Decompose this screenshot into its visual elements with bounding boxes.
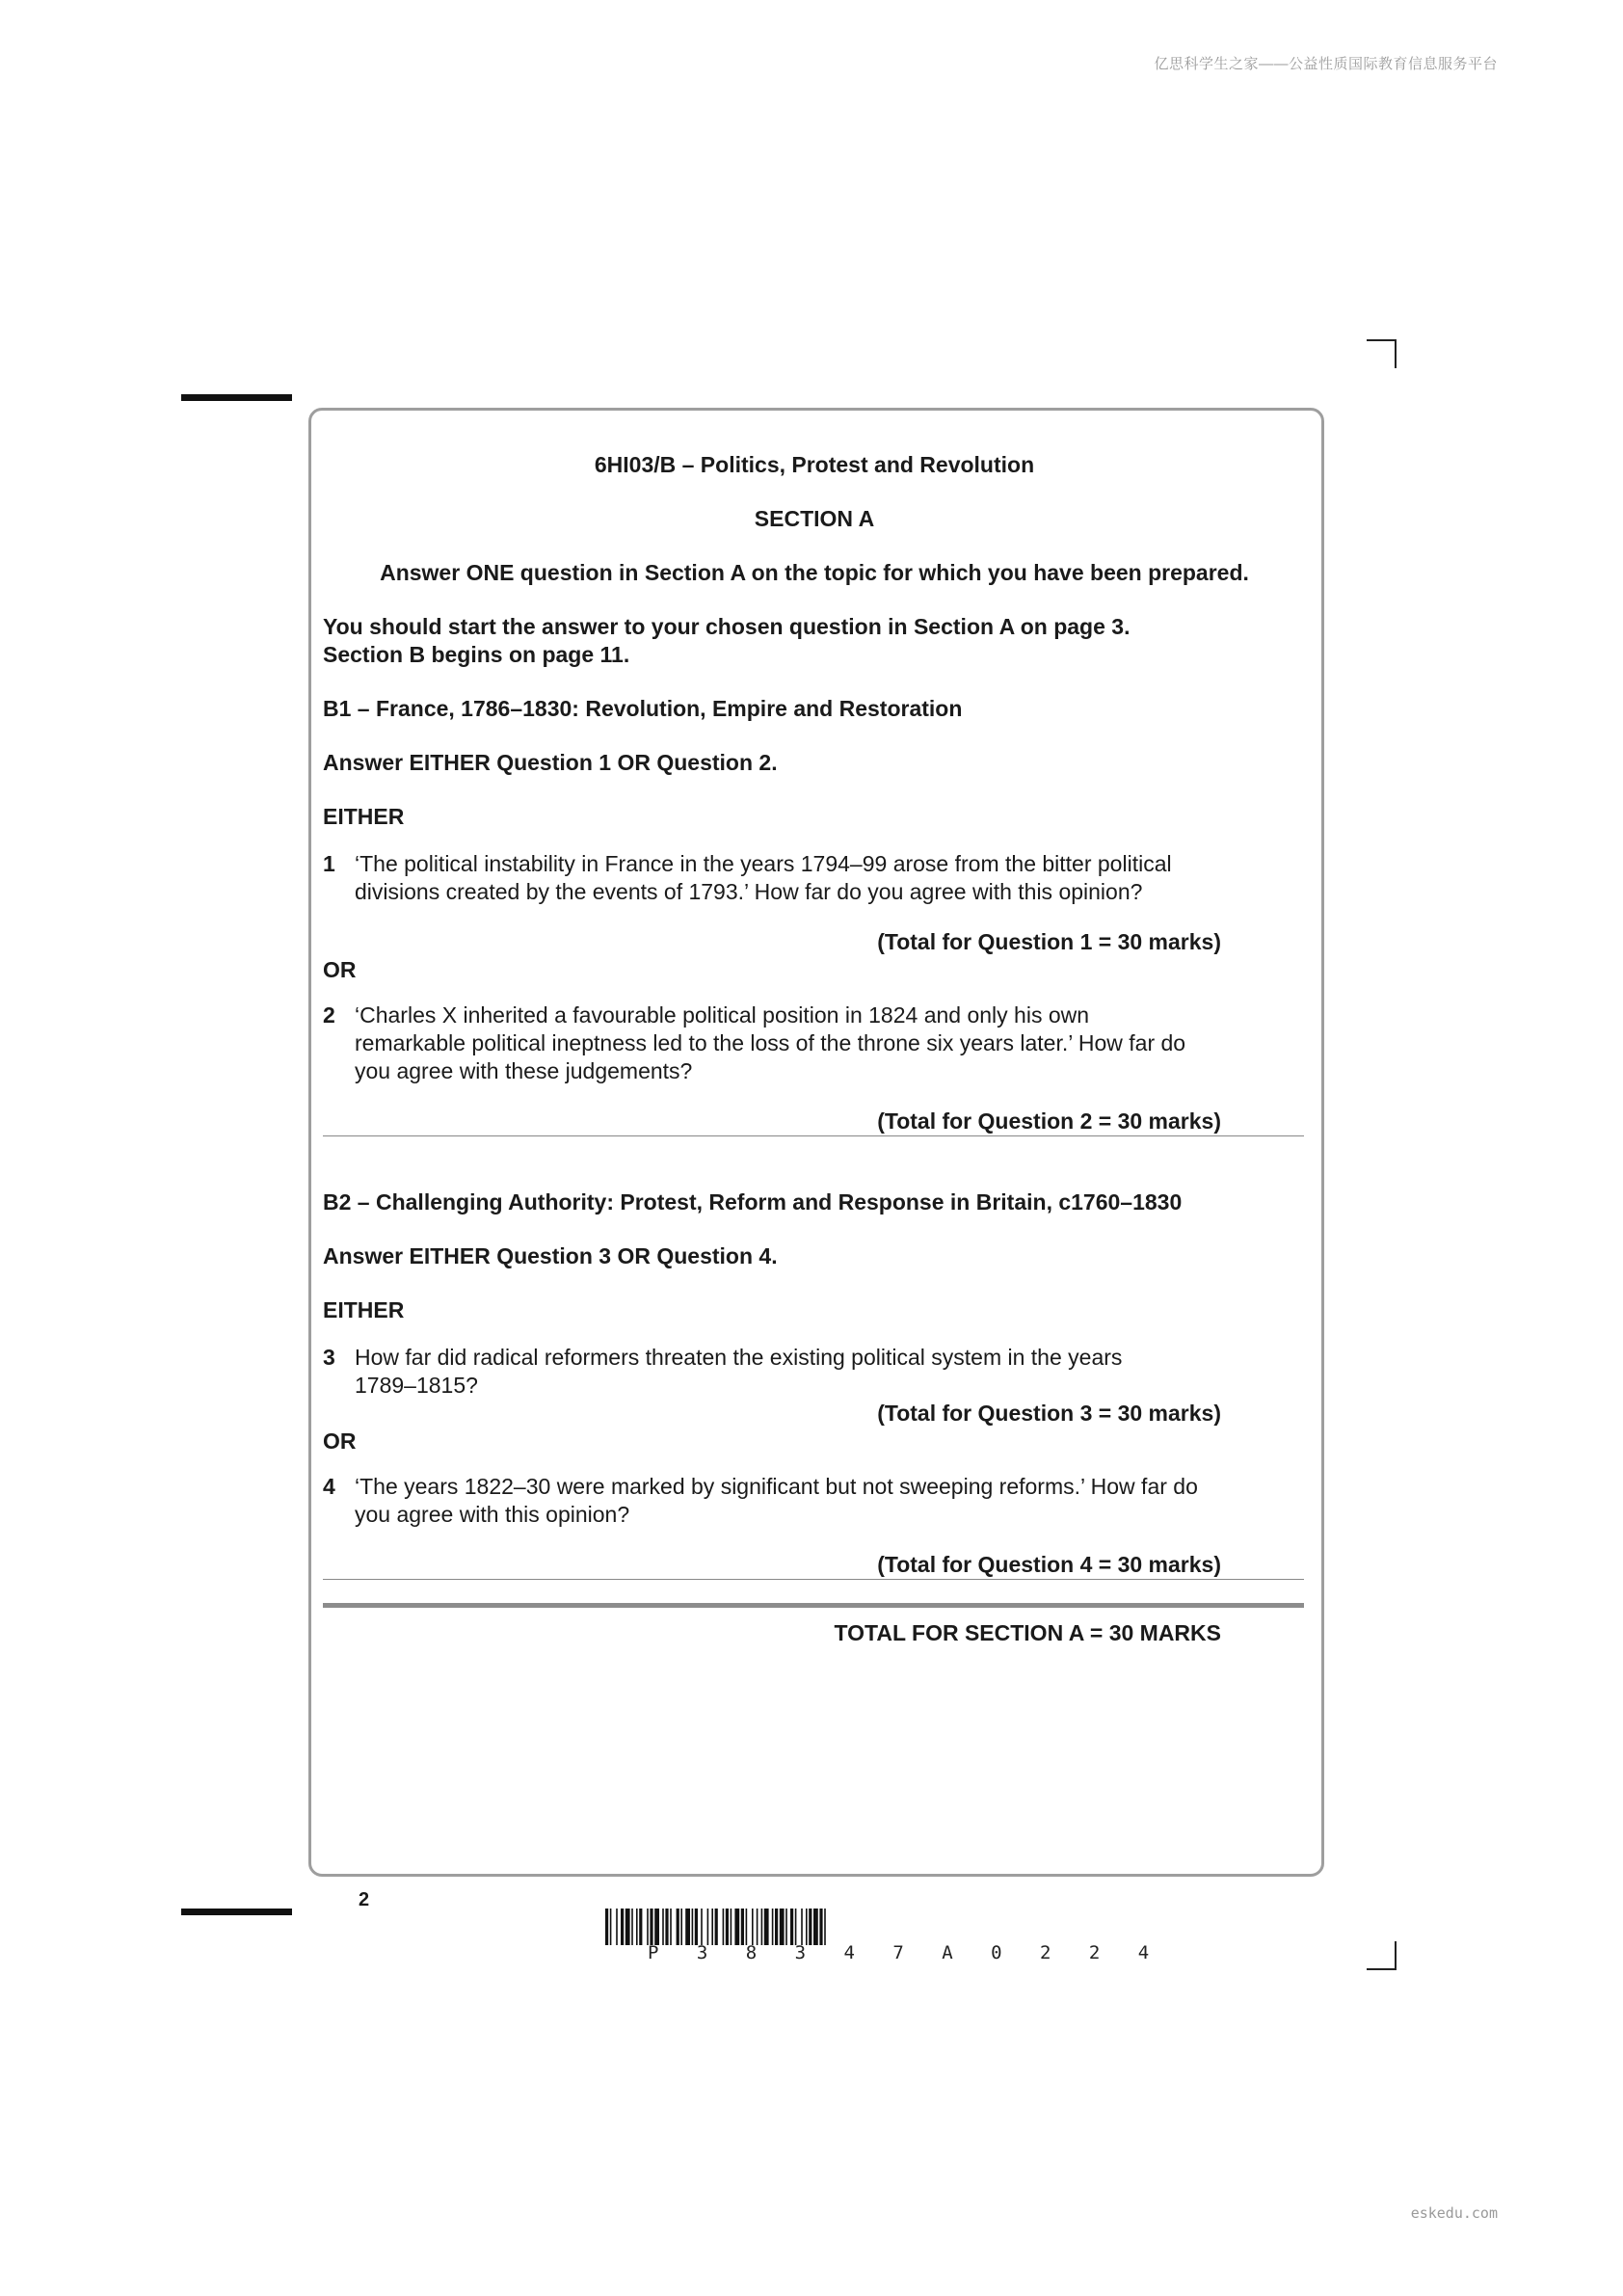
question-line: you agree with these judgements? xyxy=(355,1058,693,1083)
question-line: ‘The years 1822–30 were marked by significant but not sweeping reforms.’ How far do xyxy=(355,1474,1198,1499)
question-number: 4 xyxy=(323,1474,335,1499)
question-4-total: (Total for Question 4 = 30 marks) xyxy=(877,1552,1221,1577)
side-bar-bottom xyxy=(181,1909,292,1915)
topic-b2-title: B2 – Challenging Authority: Protest, Reform and Response in Britain, c1760–1830 xyxy=(323,1189,1183,1215)
start-note-line-2: Section B begins on page 11. xyxy=(323,642,630,667)
or-label: OR xyxy=(323,1428,357,1454)
question-2-total: (Total for Question 2 = 30 marks) xyxy=(877,1108,1221,1134)
crop-mark-bottom-right-h xyxy=(1367,1968,1396,1970)
question-number: 1 xyxy=(323,851,335,876)
barcode-icon xyxy=(605,1909,1029,1945)
section-a-content xyxy=(323,451,1306,1647)
question-line: you agree with this opinion? xyxy=(355,1502,630,1527)
start-note-line-1: You should start the answer to your chosen question in Section A on page 3. xyxy=(323,614,1131,639)
question-line: ‘Charles X inherited a favourable political position in 1824 and only his own xyxy=(355,1002,1090,1028)
topic-b1-answer-note: Answer EITHER Question 1 OR Question 2. xyxy=(323,750,778,775)
question-number: 3 xyxy=(323,1345,335,1370)
question-line: remarkable political ineptness led to the loss of the throne six years later.’ How far do xyxy=(355,1030,1186,1055)
barcode-number: P 3 8 3 4 7 A 0 2 2 4 xyxy=(648,1942,1163,1963)
question-text xyxy=(355,1001,1203,1085)
question-line: How far did radical reformers threaten the existing political system in the years xyxy=(355,1345,1123,1370)
question-1-total: (Total for Question 1 = 30 marks) xyxy=(877,929,1221,954)
watermark-bottom: eskedu.com xyxy=(1410,2204,1498,2222)
either-label: EITHER xyxy=(323,1297,405,1322)
question-line: ‘The political instability in France in the years 1794–99 arose from the bitter political xyxy=(355,851,1172,876)
or-label: OR xyxy=(323,957,357,982)
question-text xyxy=(355,1344,1203,1400)
crop-mark-top-right-v xyxy=(1395,339,1397,368)
side-bar-top xyxy=(181,394,292,401)
either-label: EITHER xyxy=(323,804,405,829)
question-line: 1789–1815? xyxy=(355,1373,478,1398)
topic-b2-answer-note: Answer EITHER Question 3 OR Question 4. xyxy=(323,1243,778,1268)
question-text xyxy=(355,850,1203,906)
section-total: TOTAL FOR SECTION A = 30 MARKS xyxy=(834,1620,1221,1645)
question-1 xyxy=(323,850,1306,906)
watermark-top: 亿思科学生之家——公益性质国际教育信息服务平台 xyxy=(1154,56,1498,72)
question-3-total: (Total for Question 3 = 30 marks) xyxy=(877,1401,1221,1426)
page-number: 2 xyxy=(359,1889,370,1910)
crop-mark-top-right-h xyxy=(1367,339,1396,341)
question-line: divisions created by the events of 1793.’ How far do you agree with this opinion? xyxy=(355,879,1143,904)
section-instruction: Answer ONE question in Section A on the topic for which you have been prepared. xyxy=(380,560,1249,585)
question-number: 2 xyxy=(323,1002,335,1028)
crop-mark-bottom-right-v xyxy=(1395,1941,1397,1970)
question-text xyxy=(355,1473,1203,1529)
question-2 xyxy=(323,1001,1306,1085)
question-4 xyxy=(323,1473,1306,1529)
topic-b1-title: B1 – France, 1786–1830: Revolution, Empire and Restoration xyxy=(323,696,963,721)
question-3 xyxy=(323,1344,1306,1400)
section-title: SECTION A xyxy=(754,506,875,531)
paper-title: 6HI03/B – Politics, Protest and Revolution xyxy=(594,452,1035,477)
